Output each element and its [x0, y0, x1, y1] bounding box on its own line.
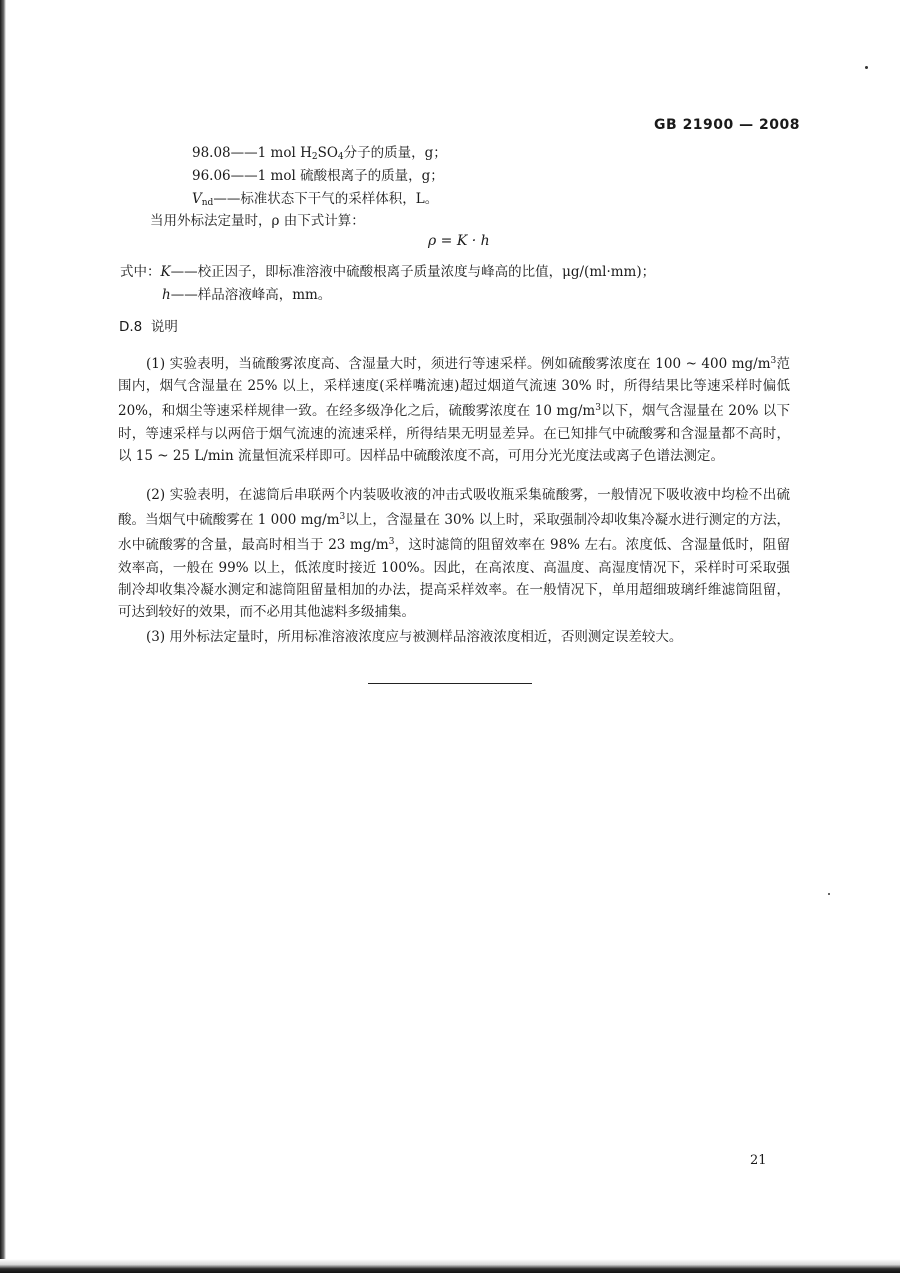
paragraph-2: (2) 实验表明，在滤筒后串联两个内装吸收液的冲击式吸收瓶采集硫酸雾，一般情况下吸收液中均检不出硫酸。当烟气中硫酸雾在 1 000 $mg/m^3$以上，含湿量在 30% 以上时，采取强制冷却收集冷凝水进行测定的方法，水中硫酸雾的含量，最高时相当于 23 $mg/m^3$，这时滤筒的阻留效率在 98% 左右。浓度低、含湿量低时，阻留效率高，一般在 99% 以上，低浓度时接近 100%。因此，在高浓度、高温度、高湿度情况下，采样时可采取强制冷却收集冷凝水测定和滤筒阻留量相加的办法，提高采样效率。在一般情况下，单用超细玻璃纤维滤筒阻留，可达到较好的效果，而不必用其他滤料多级捕集。: [118, 487, 790, 621]
variable-definition-vnd: $V_{nd}——$标准状态下干气的采样体积，L。: [192, 191, 439, 208]
standard-code-header: GB 21900 — 2008: [654, 117, 800, 133]
scan-speck: [865, 66, 868, 69]
paragraph-3: (3) 用外标法定量时，所用标准溶液浓度应与被测样品溶液浓度相近，否则测定误差较大。: [146, 629, 683, 645]
section-title: 说明: [150, 319, 178, 335]
scan-edge-bottom: [0, 1259, 900, 1273]
scan-edge-left: [0, 0, 6, 1273]
variable-definition-sulfate: 96.06——1 mol 硫酸根离子的质量，g；: [192, 168, 444, 184]
end-of-text-rule: [368, 683, 532, 684]
where-k-definition: 式中：K——校正因子，即标准溶液中硫酸根离子质量浓度与峰高的比值，μg/(ml·mm)；: [120, 264, 656, 280]
section-heading: [119, 315, 178, 335]
external-standard-intro: 当用外标法定量时，ρ 由下式计算：: [150, 213, 365, 229]
paragraph-1: (1) 实验表明，当硫酸雾浓度高、含湿量大时，须进行等速采样。例如硫酸雾浓度在 100 ~ 400 $mg/m^3$范围内，烟气含湿量在 25% 以上，采样速度(采样嘴流速)超过烟道气流速 30% 时，所得结果比等速采样时偏低 20%，和烟尘等速采样规律一致。在经多级净化之后，硫酸雾浓度在 10 $mg/m^3$以下，烟气含湿量在 20% 以下时，等速采样与以两倍于烟气流速的流速采样，所得结果无明显差异。在已知排气中硫酸雾和含湿量都不高时，以 15 ~ 25 L/min 流量恒流采样即可。因样品中硫酸浓度不高，可用分光光度法或离子色谱法测定。: [118, 356, 791, 464]
where-h-definition: h——样品溶液峰高，mm。: [162, 287, 332, 303]
section-number: D.8: [119, 319, 143, 335]
concentration-formula: ρ = K · h: [428, 233, 490, 249]
page-number: 21: [750, 1153, 767, 1168]
scan-speck: [828, 893, 830, 895]
variable-definition-h2so4: 98.08——1 mol $H_2SO_4$分子的质量，g；: [192, 145, 447, 162]
